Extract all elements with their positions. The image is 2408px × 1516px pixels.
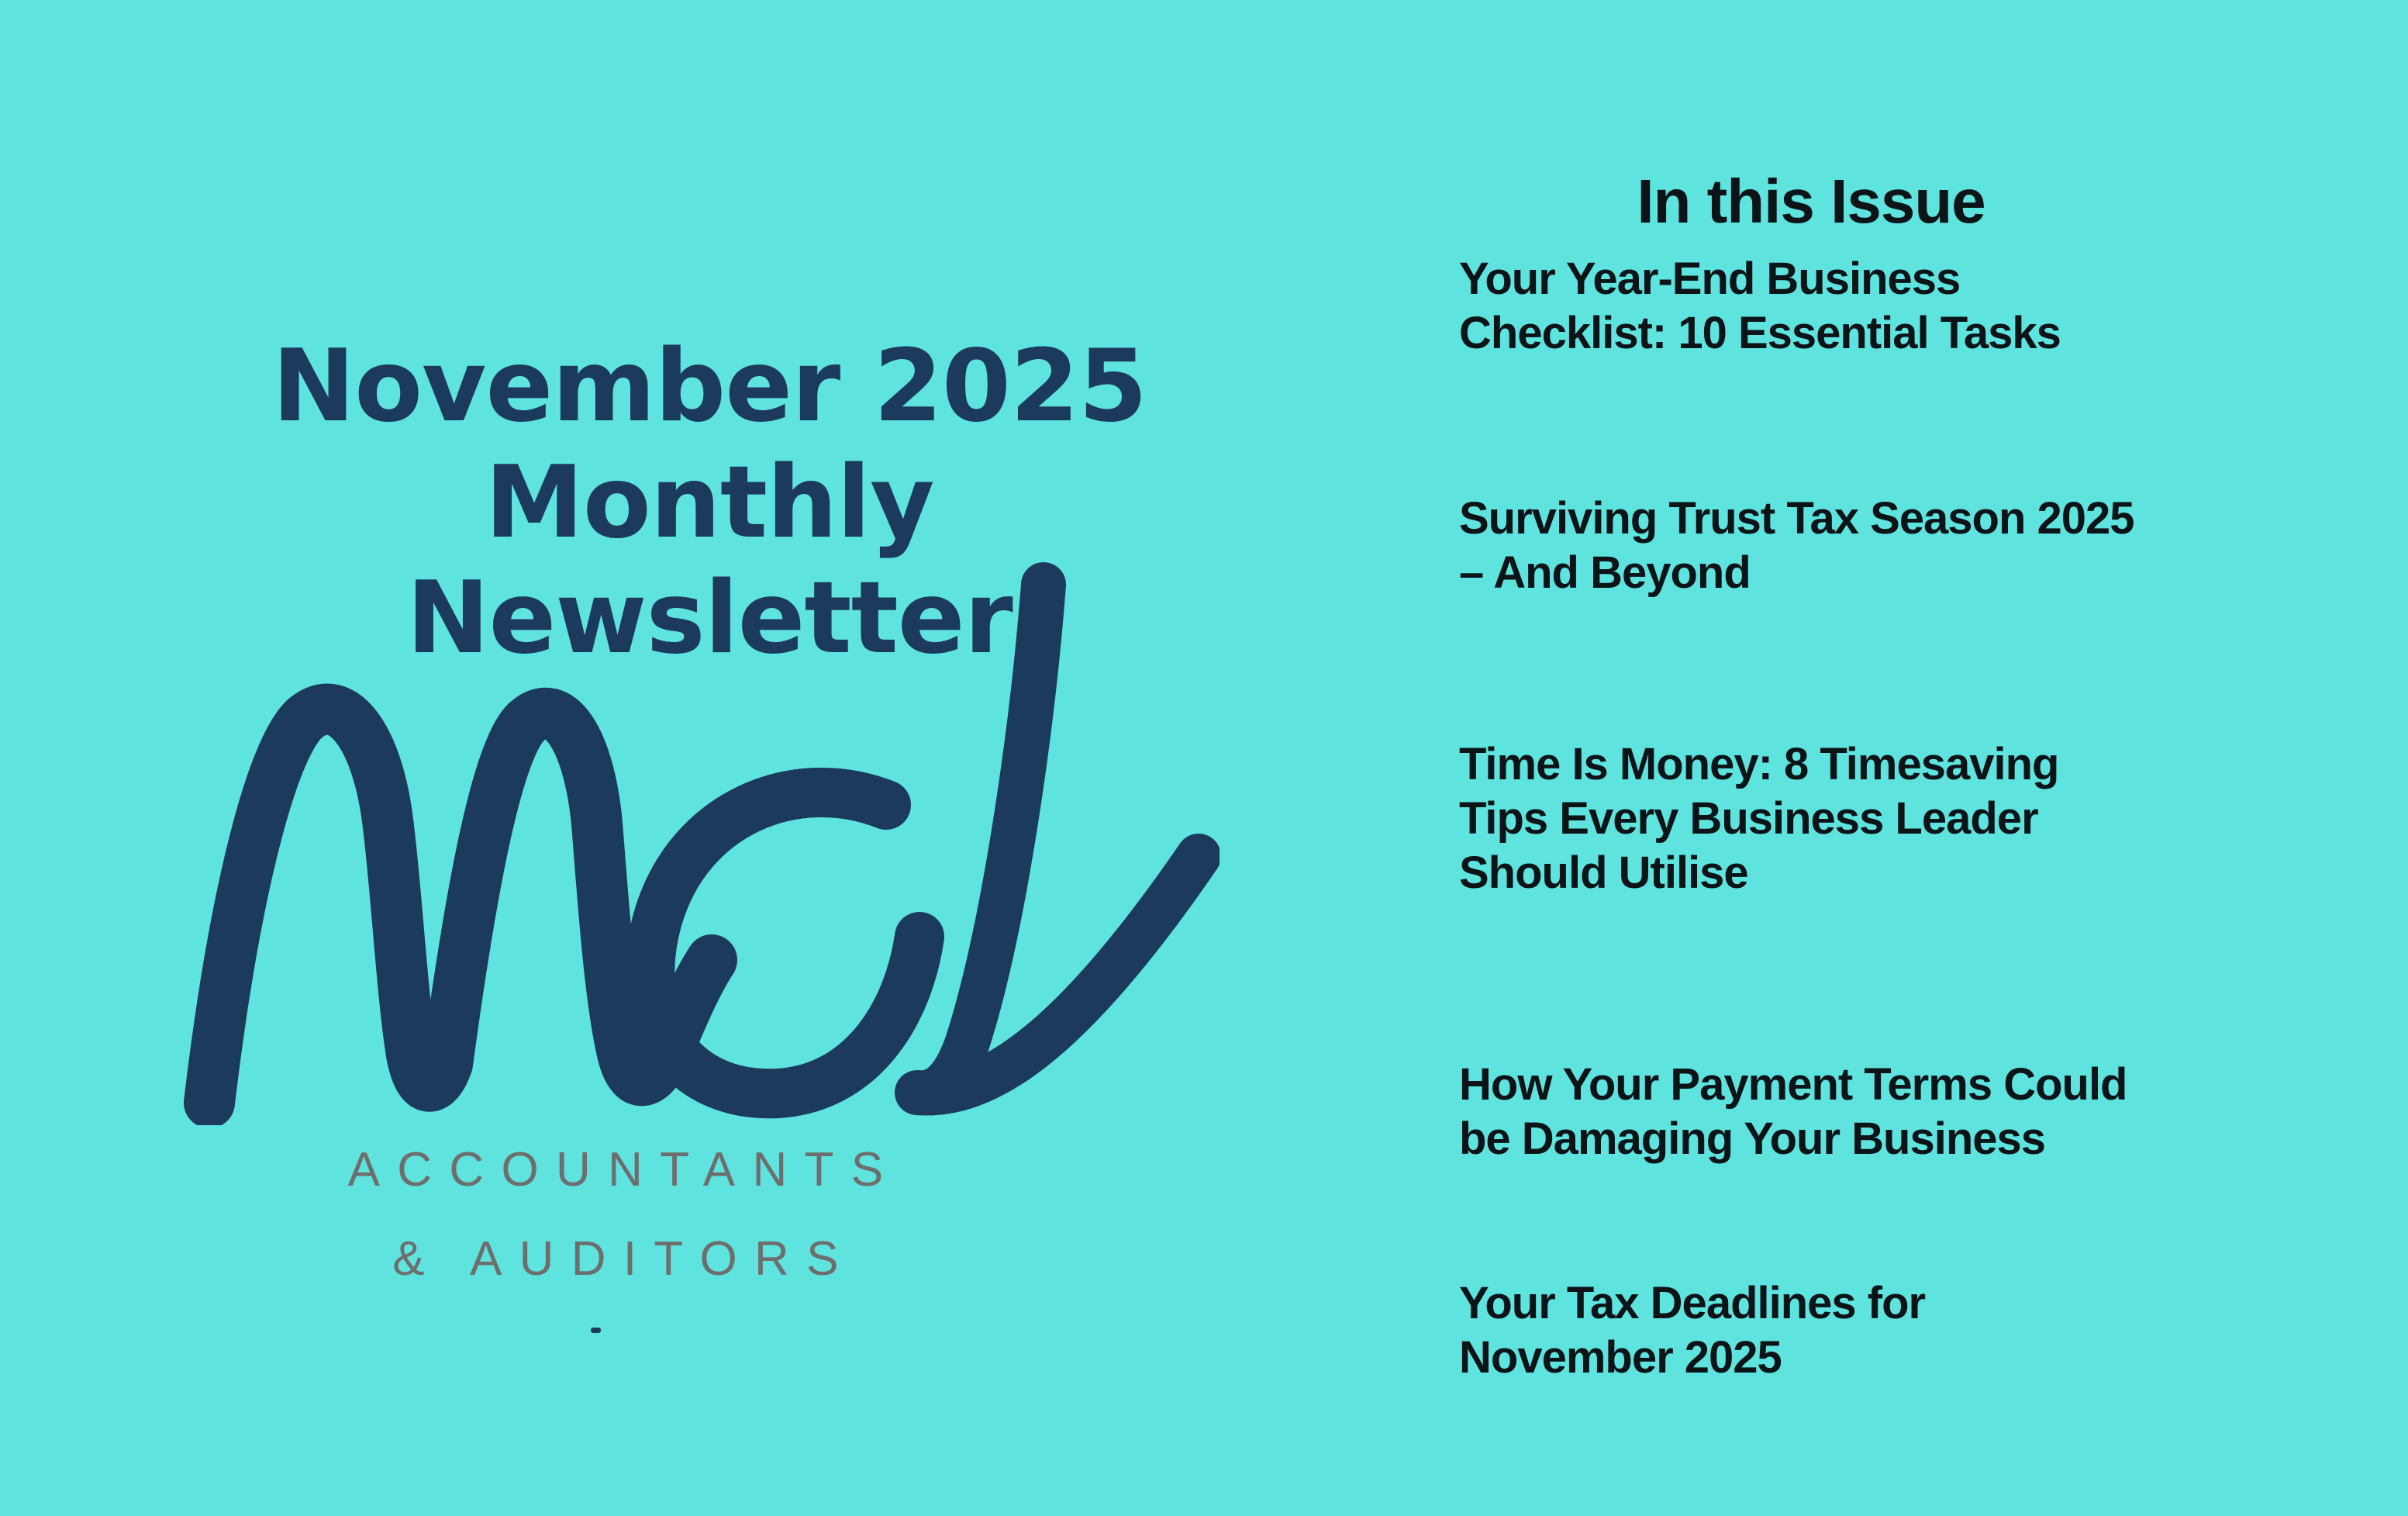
issue-item-year-end-checklist [1459,252,2227,361]
issue-item-line: Should Utilise [1459,848,1748,899]
issue-item-line: Tips Every Business Leader [1459,793,2038,844]
issue-item-line: How Your Payment Terms Could [1459,1059,2127,1110]
issue-item-line: be Damaging Your Business [1459,1114,2046,1165]
md-script-logo [177,555,1220,1125]
issue-item-line: Surviving Trust Tax Season 2025 [1459,493,2134,544]
issue-item-line: – And Beyond [1459,547,1751,599]
title-line-2: Monthly Newsletter [406,444,1013,677]
title-line-1: November 2025 [271,328,1147,444]
issue-item-payment-terms [1459,1058,2227,1166]
tagline-line-2: & AUDITORS [392,1231,856,1286]
issue-item-trust-tax-season [1459,492,2227,600]
logo-letter-d-bowl [650,793,919,1093]
logo-period-dot [591,1328,601,1333]
issue-item-line: November 2025 [1459,1332,1782,1383]
issue-item-tax-deadlines [1459,1276,2227,1385]
issue-item-line: Your Year-End Business [1459,254,1961,304]
issue-item-timesaving-tips [1459,737,2227,901]
tagline-line-1: ACCOUNTANTS [347,1143,901,1197]
issue-item-line: Your Tax Deadlines for [1459,1278,1926,1328]
logo-letter-d-stem [917,585,1199,1093]
issue-item-line: Time Is Money: 8 Timesaving [1459,739,2059,789]
issue-panel-heading: In this Issue [1637,167,1985,237]
issue-item-line: Checklist: 10 Essential Tasks [1459,308,2061,359]
logo-tagline [140,1126,1109,1304]
